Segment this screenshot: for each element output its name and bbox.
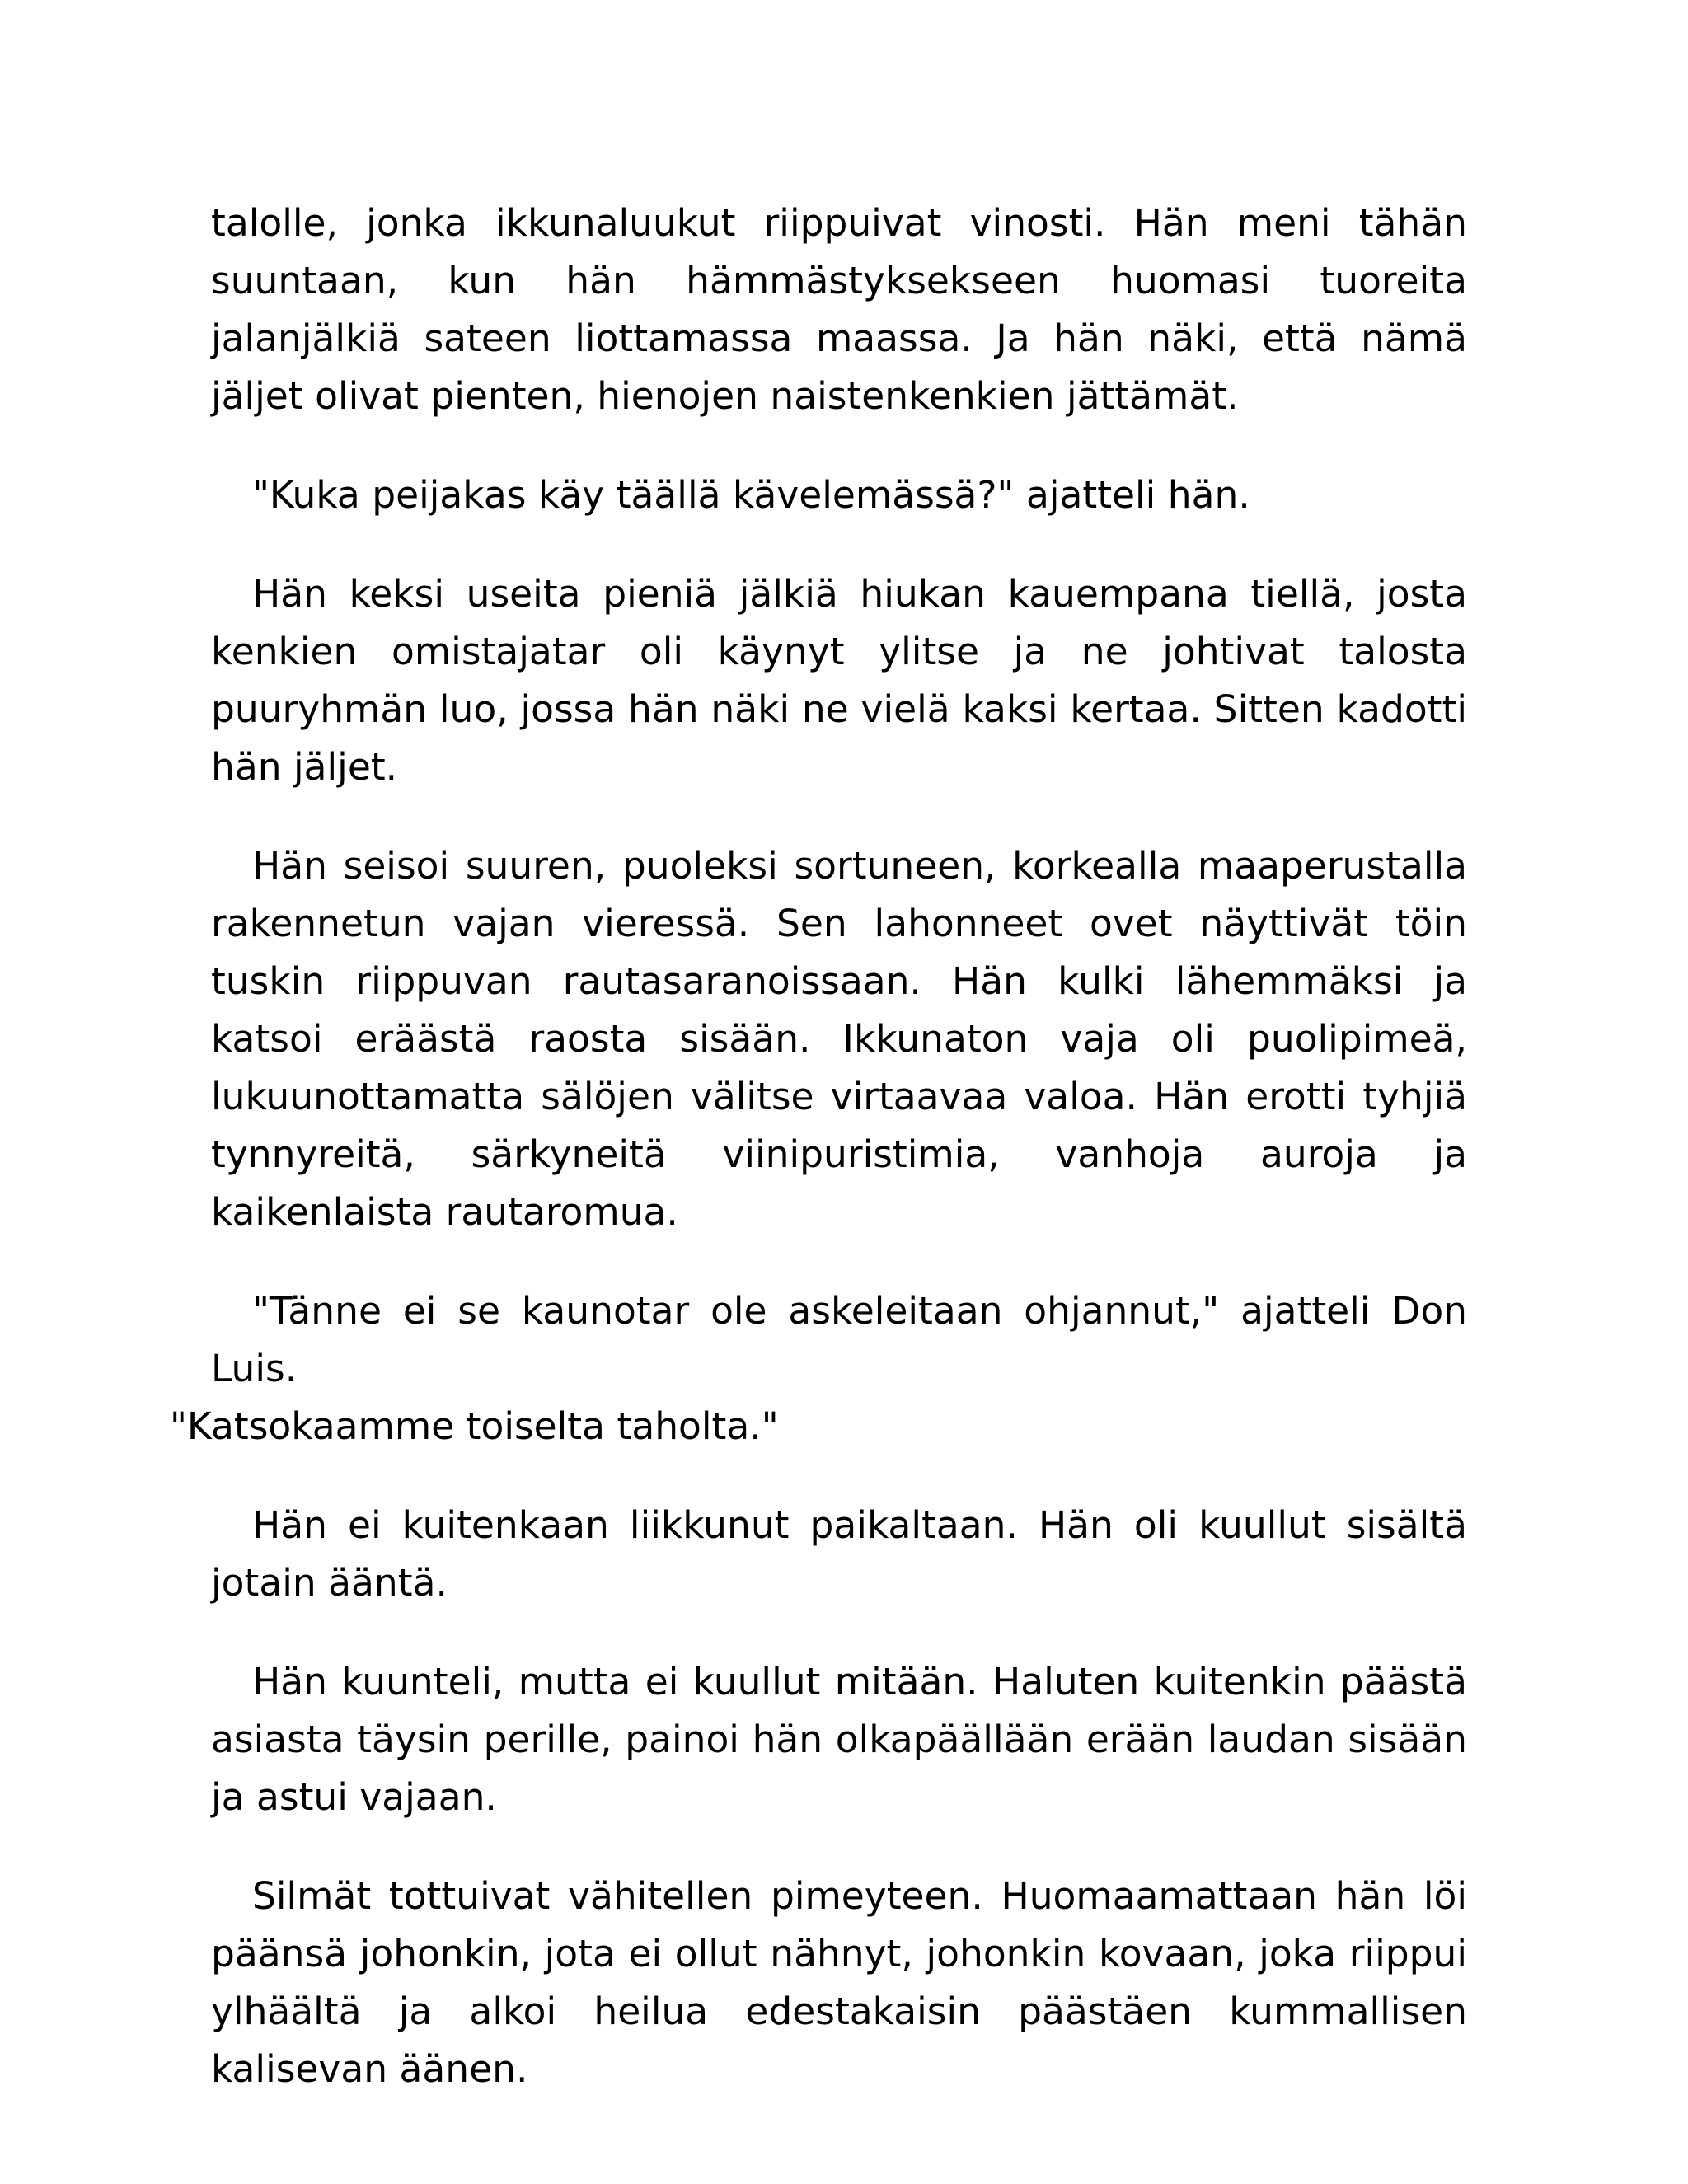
- paragraph: Hän ei kuitenkaan liikkunut paikaltaan. Hän oli kuullut sisältä jotain ääntä.: [211, 1503, 1467, 1605]
- paragraph: "Kuka peijakas käy täällä kävelemässä?" ajatteli hän.: [252, 473, 1250, 517]
- paragraph: Hän seisoi suuren, puoleksi sortuneen, korkealla maaperustalla rakennetun vajan vieressä. Sen lahonneet ovet näyttivät töin tuskin riippuvan rautasaranoissaan. Hän kulki lähemmäksi ja katsoi eräästä raosta sisään. Ikkunaton vaja oli puolipimeä, lukuunottamatta sälöjen välitse virtaavaa valoa. Hän erotti tyhjiä tynnyreitä, särkyneitä viinipuristimia, vanhoja auroja ja kaikenlaista rautaromua.: [211, 844, 1467, 1234]
- paragraph: talolle, jonka ikkunaluukut riippuivat vinosti. Hän meni tähän suuntaan, kun hän hämmästyksekseen huomasi tuoreita jalanjälkiä sateen liottamassa maassa. Ja hän näki, että nämä jäljet olivat pienten, hienojen naistenkenkien jättämät.: [211, 201, 1467, 418]
- body-text: [170, 194, 1467, 2139]
- paragraph: Hän kuunteli, mutta ei kuullut mitään. Haluten kuitenkin päästä asiasta täysin perille, painoi hän olkapäällään erään laudan sisään ja astui vajaan.: [211, 1660, 1467, 1819]
- paragraph-line: "Katsokaamme toiselta taholta.": [170, 1404, 779, 1448]
- paragraph: Hän keksi useita pieniä jälkiä hiukan kauempana tiellä, josta kenkien omistajatar oli käynyt ylitse ja ne johtivat talosta puuryhmän luo, jossa hän näki ne vielä kaksi kertaa. Sitten kadotti hän jäljet.: [211, 572, 1467, 789]
- paragraph: Silmät tottuivat vähitellen pimeyteen. Huomaamattaan hän löi päänsä johonkin, jota ei ollut nähnyt, johonkin kovaan, joka riippui ylhäältä ja alkoi heilua edestakaisin päästäen kummallisen kalisevan äänen.: [211, 1874, 1467, 2091]
- paragraph: [170, 1282, 1467, 1455]
- paragraph-line: "Tänne ei se kaunotar ole askeleitaan ohjannut," ajatteli Don Luis.: [211, 1289, 1467, 1390]
